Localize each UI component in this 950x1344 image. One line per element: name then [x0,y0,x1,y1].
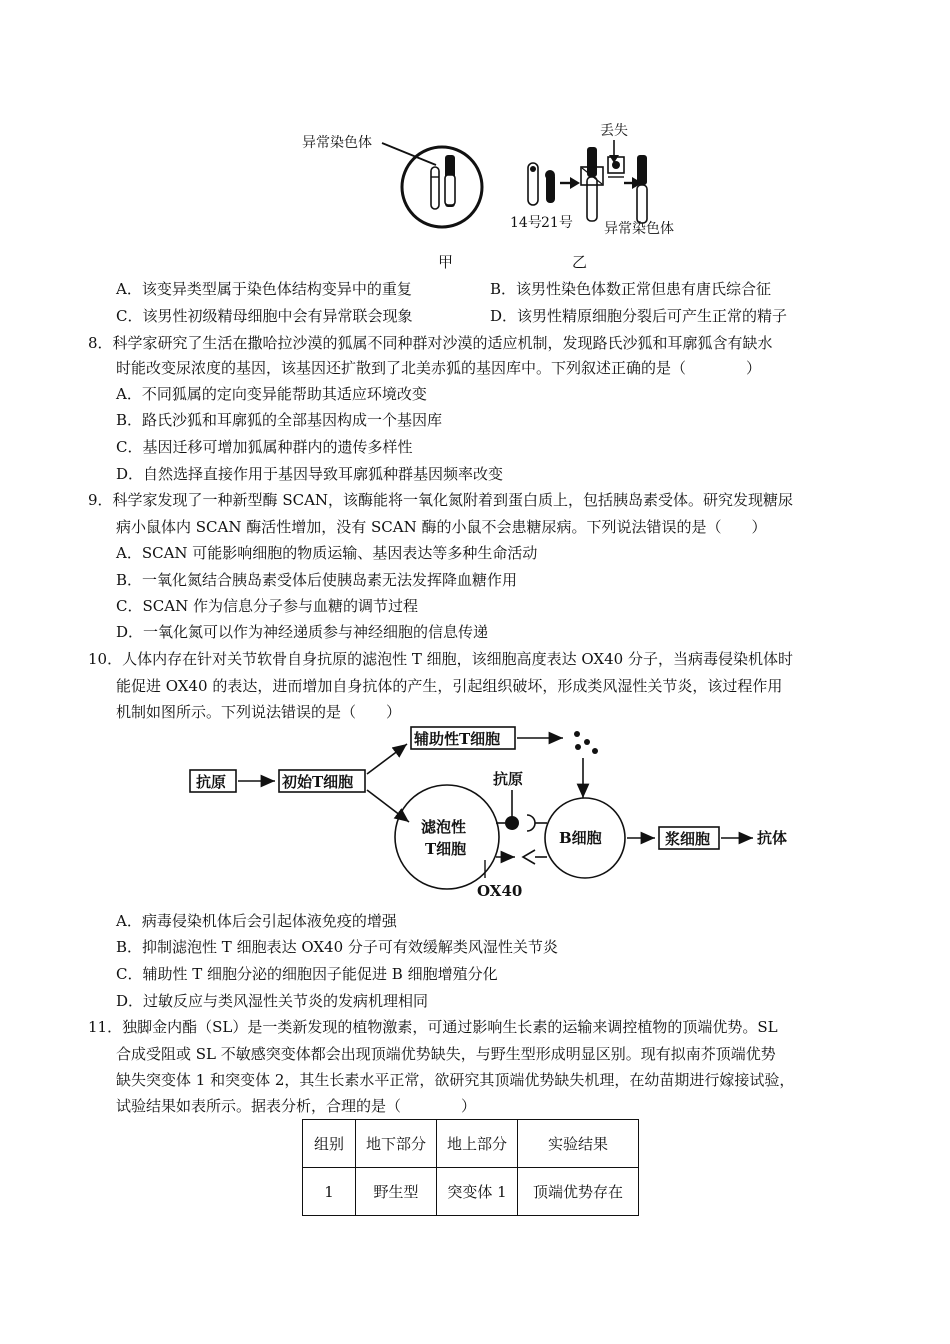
antigen-box-label: 抗原 [196,773,227,791]
q9-option-c: C．SCAN 作为信息分子参与血糖的调节过程 [116,597,418,615]
label-14: 14号 [510,215,542,231]
q9-option-d: D．一氧化氮可以作为神经递质参与神经细胞的信息传递 [116,623,489,641]
antigen-mid-label: 抗原 [493,770,524,788]
antibody-label: 抗体 [757,829,788,847]
q8-option-c: C．基因迁移可增加狐属种群内的遗传多样性 [116,438,413,456]
q7-option-d: D．该男性精原细胞分裂后可产生正常的精子 [490,307,788,325]
table-row [303,1168,639,1216]
q8-option-b: B．路氏沙狐和耳廓狐的全部基因构成一个基因库 [116,411,443,429]
table-cell: 野生型 [356,1168,437,1216]
panel-a-label: 甲 [438,253,454,271]
table-header-cell: 实验结果 [518,1120,639,1168]
panel-b-label: 乙 [572,253,588,271]
b-cell-label: B细胞 [559,829,602,847]
q11-stem-line2: 合成受阻或 SL 不敏感突变体都会出现顶端优势缺失，与野生型形成明显区别。现有拟南芥顶端优势 [116,1045,776,1063]
q7-option-a: A．该变异类型属于染色体结构变异中的重复 [116,280,412,298]
table-cell: 1 [303,1168,356,1216]
follicular-t-cell-label-2: T细胞 [425,840,467,858]
plasma-cell-label: 浆细胞 [665,830,711,848]
table-header-cell: 地上部分 [437,1120,518,1168]
q7-option-c: C．该男性初级精母细胞中会有异常联会现象 [116,307,413,325]
q10-option-d: D．过敏反应与类风湿性关节炎的发病机理相同 [116,992,429,1010]
q11-stem-line4: 试验结果如表所示。据表分析，合理的是（ ） [116,1097,477,1115]
abnormal-chromosome-label-right: 异常染色体 [604,221,674,237]
q10-option-c: C．辅助性 T 细胞分泌的细胞因子能促进 B 细胞增殖分化 [116,965,498,983]
q10-option-a: A．病毒侵染机体后会引起体液免疫的增强 [116,912,397,930]
q11-stem-line1: 11．独脚金内酯（SL）是一类新发现的植物激素，可通过影响生长素的运输来调控植物的顶端优势。SL [88,1018,778,1036]
table-header-row [303,1120,639,1168]
q10-stem-line1: 10．人体内存在针对关节软骨自身抗原的滤泡性 T 细胞，该细胞高度表达 OX40 分子，当病毒侵染机体时 [88,650,793,668]
q10-stem-line3: 机制如图所示。下列说法错误的是（ ） [116,703,402,721]
q10-option-b: B．抑制滤泡性 T 细胞表达 OX40 分子可有效缓解类风湿性关节炎 [116,938,558,956]
immune-diagram [185,722,825,904]
label-21: 21号 [541,215,573,231]
q9-stem-line1: 9．科学家发现了一种新型酶 SCAN，该酶能将一氧化氮附着到蛋白质上，包括胰岛素受体。研究发现糖尿 [88,491,794,509]
naive-t-cell-label: 初始T细胞 [282,773,354,791]
table-header-cell: 地下部分 [356,1120,437,1168]
q8-stem-line2: 时能改变尿浓度的基因，该基因还扩散到了北美赤狐的基因库中。下列叙述正确的是（ ） [116,359,762,377]
cell-circle [402,147,482,227]
pointer-line [382,143,436,165]
helper-t-cell-label: 辅助性T细胞 [414,730,501,748]
q9-option-b: B．一氧化氮结合胰岛素受体后使胰岛素无法发挥降血糖作用 [116,571,518,589]
chromosome-figure [290,115,710,275]
q9-option-a: A．SCAN 可能影响细胞的物质运输、基因表达等多种生命活动 [116,544,538,562]
lost-label: 丢失 [600,123,628,139]
table-cell: 顶端优势存在 [518,1168,639,1216]
follicular-t-cell-label-1: 滤泡性 [421,818,467,836]
q11-stem-line3: 缺失突变体 1 和突变体 2，其生长素水平正常，欲研究其顶端优势缺失机理，在幼苗期进行嫁接试验， [116,1071,795,1089]
q10-stem-line2: 能促进 OX40 的表达，进而增加自身抗体的产生，引起组织破坏，形成类风湿性关节炎，该过程作用 [116,677,783,695]
q9-stem-line2: 病小鼠体内 SCAN 酶活性增加，没有 SCAN 酶的小鼠不会患糖尿病。下列说法错误的是（ ） [116,518,767,536]
q8-option-d: D．自然选择直接作用于基因导致耳廓狐种群基因频率改变 [116,465,504,483]
q8-stem-line1: 8．科学家研究了生活在撒哈拉沙漠的狐属不同种群对沙漠的适应机制，发现路氏沙狐和耳廓狐含有缺水 [88,334,773,352]
grafting-results-table [302,1119,639,1216]
q8-option-a: A．不同狐属的定向变异能帮助其适应环境改变 [116,385,427,403]
abnormal-chromosome-label-left: 异常染色体 [302,135,372,151]
table-header-cell: 组别 [303,1120,356,1168]
q7-option-b: B．该男性染色体数正常但患有唐氏综合征 [490,280,772,298]
table-cell: 突变体 1 [437,1168,518,1216]
ox40-label: OX40 [477,882,523,900]
